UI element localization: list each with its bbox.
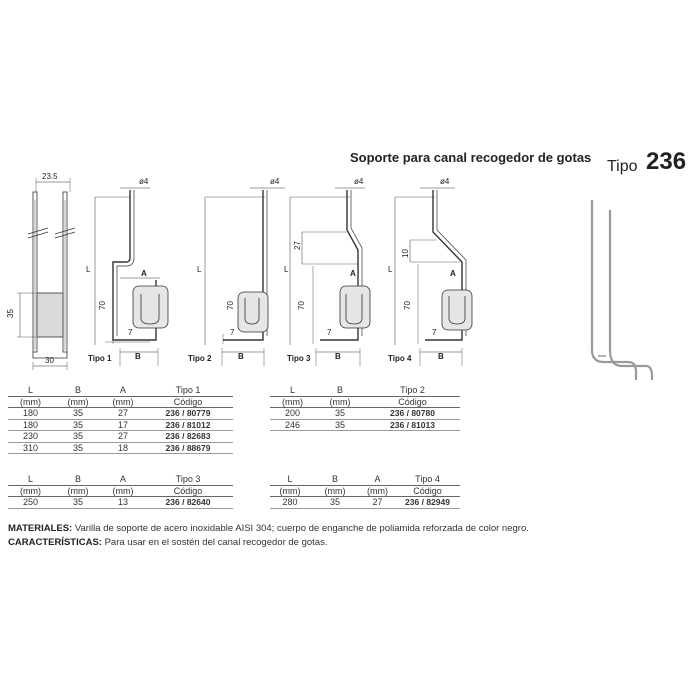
tipo1-L-label: L bbox=[86, 265, 91, 274]
table-cell: 236 / 80780 bbox=[365, 408, 460, 420]
table-unit: (mm) bbox=[103, 485, 143, 497]
tipo3-type-label: Tipo 3 bbox=[287, 354, 311, 363]
tipo4-diameter-label: ø4 bbox=[440, 177, 450, 186]
tipo3-height-label: 70 bbox=[297, 301, 306, 310]
table-header: A bbox=[103, 385, 143, 396]
table-unit: (mm) bbox=[310, 485, 360, 497]
tipo2-d-label: 7 bbox=[230, 328, 235, 337]
table-header: Tipo 1 bbox=[143, 385, 233, 396]
tipo4-table bbox=[270, 474, 460, 509]
tipo4-d-label: 7 bbox=[432, 328, 437, 337]
table-cell: 35 bbox=[53, 408, 103, 420]
table-unit: Código bbox=[395, 485, 460, 497]
table-cell: 310 bbox=[8, 442, 53, 454]
table-cell: 27 bbox=[103, 431, 143, 443]
table-header: L bbox=[270, 474, 310, 485]
table-cell: 27 bbox=[360, 497, 395, 509]
table-header: B bbox=[53, 385, 103, 396]
table-header: Tipo 3 bbox=[143, 474, 233, 485]
tipo2-table bbox=[270, 385, 460, 431]
table-header: L bbox=[8, 474, 53, 485]
table-unit: (mm) bbox=[270, 396, 315, 408]
table-unit: (mm) bbox=[103, 396, 143, 408]
table-row bbox=[8, 408, 233, 420]
tipo1-A-label: A bbox=[141, 269, 147, 278]
table-row bbox=[270, 419, 460, 431]
notes bbox=[8, 522, 698, 550]
table-cell: 236 / 82683 bbox=[143, 431, 233, 443]
table-cell: 236 / 82949 bbox=[395, 497, 460, 509]
table-cell: 35 bbox=[315, 408, 365, 420]
table-unit: Código bbox=[365, 396, 460, 408]
tipo4-A-label: A bbox=[450, 269, 456, 278]
table-row bbox=[270, 408, 460, 420]
side-width-bottom-label: 30 bbox=[45, 356, 54, 365]
tipo1-B-label: B bbox=[135, 352, 141, 361]
table-unit: (mm) bbox=[8, 485, 53, 497]
table-cell: 236 / 81012 bbox=[143, 419, 233, 431]
table-row bbox=[8, 419, 233, 431]
table-unit: (mm) bbox=[270, 485, 310, 497]
table-header: L bbox=[270, 385, 315, 396]
tipo4-extra-label: 10 bbox=[401, 249, 410, 258]
table-cell: 250 bbox=[8, 497, 53, 509]
materiales-label: MATERIALES: bbox=[8, 523, 73, 534]
table-unit: (mm) bbox=[8, 396, 53, 408]
table-unit: (mm) bbox=[53, 396, 103, 408]
side-view-drawing bbox=[17, 178, 75, 370]
table-unit: (mm) bbox=[315, 396, 365, 408]
tipo3-d-label: 7 bbox=[327, 328, 332, 337]
tipo-label: Tipo bbox=[607, 158, 638, 175]
table-cell: 180 bbox=[8, 419, 53, 431]
table-header: A bbox=[360, 474, 395, 485]
table-cell: 35 bbox=[53, 431, 103, 443]
tipo4-drawing bbox=[395, 188, 472, 366]
tipo3-L-label: L bbox=[284, 265, 289, 274]
tipo1-d-label: 7 bbox=[128, 328, 133, 337]
table-row bbox=[8, 431, 233, 443]
tipo2-L-label: L bbox=[197, 265, 202, 274]
table-cell: 236 / 82640 bbox=[143, 497, 233, 509]
table-row bbox=[270, 497, 460, 509]
table-unit: (mm) bbox=[53, 485, 103, 497]
table-cell: 280 bbox=[270, 497, 310, 509]
side-width-top-label: 23.5 bbox=[42, 172, 58, 181]
table-cell: 200 bbox=[270, 408, 315, 420]
tipo3-drawing bbox=[290, 188, 370, 366]
table-header: L bbox=[8, 385, 53, 396]
table-cell: 35 bbox=[53, 497, 103, 509]
table-row bbox=[8, 442, 233, 454]
table-header: B bbox=[310, 474, 360, 485]
tipo3-table bbox=[8, 474, 233, 509]
tipo3-A-label: A bbox=[350, 269, 356, 278]
tipo4-L-label: L bbox=[388, 265, 393, 274]
tipo1-type-label: Tipo 1 bbox=[88, 354, 112, 363]
table-unit: Código bbox=[143, 396, 233, 408]
caracteristicas-label: CARACTERÍSTICAS: bbox=[8, 537, 102, 548]
table-cell: 246 bbox=[270, 419, 315, 431]
tipo4-B-label: B bbox=[438, 352, 444, 361]
tipo-number: 236 bbox=[646, 148, 687, 175]
caracteristicas-text: Para usar en el sostén del canal recogedor de gotas. bbox=[101, 537, 328, 548]
tipo1-diameter-label: ø4 bbox=[139, 177, 149, 186]
tipo2-B-label: B bbox=[238, 352, 244, 361]
tipo4-type-label: Tipo 4 bbox=[388, 354, 412, 363]
tipo2-drawing bbox=[205, 188, 285, 366]
table-header: A bbox=[103, 474, 143, 485]
materiales-line bbox=[8, 522, 698, 536]
tipo4-height-label: 70 bbox=[403, 301, 412, 310]
tipo2-diameter-label: ø4 bbox=[270, 177, 280, 186]
table-cell: 236 / 80779 bbox=[143, 408, 233, 420]
table-cell: 35 bbox=[53, 419, 103, 431]
table-cell: 35 bbox=[315, 419, 365, 431]
table-cell: 230 bbox=[8, 431, 53, 443]
tipo2-height-label: 70 bbox=[226, 301, 235, 310]
product-photo bbox=[581, 200, 652, 380]
table-header: Tipo 4 bbox=[395, 474, 460, 485]
table-cell: 13 bbox=[103, 497, 143, 509]
table-cell: 27 bbox=[103, 408, 143, 420]
side-height-label: 35 bbox=[6, 309, 15, 318]
materiales-text: Varilla de soporte de acero inoxidable AISI 304; cuerpo de enganche de poliamida reforzada de color negro. bbox=[72, 523, 529, 534]
table-cell: 18 bbox=[103, 442, 143, 454]
table-cell: 35 bbox=[310, 497, 360, 509]
caracteristicas-line bbox=[8, 536, 698, 550]
table-header: B bbox=[315, 385, 365, 396]
table-row bbox=[8, 497, 233, 509]
tipo3-diameter-label: ø4 bbox=[354, 177, 364, 186]
tipo1-height-label: 70 bbox=[98, 301, 107, 310]
product-title: Soporte para canal recogedor de gotas bbox=[350, 150, 592, 165]
table-cell: 236 / 81013 bbox=[365, 419, 460, 431]
table-cell: 35 bbox=[53, 442, 103, 454]
tipo3-B-label: B bbox=[335, 352, 341, 361]
table-unit: Código bbox=[143, 485, 233, 497]
tipo2-type-label: Tipo 2 bbox=[188, 354, 212, 363]
table-header: Tipo 2 bbox=[365, 385, 460, 396]
tipo1-table bbox=[8, 385, 233, 454]
tipo1-drawing bbox=[95, 188, 168, 366]
table-cell: 180 bbox=[8, 408, 53, 420]
tipo3-extra-label: 27 bbox=[293, 241, 302, 250]
table-cell: 236 / 88679 bbox=[143, 442, 233, 454]
table-unit: (mm) bbox=[360, 485, 395, 497]
table-cell: 17 bbox=[103, 419, 143, 431]
table-header: B bbox=[53, 474, 103, 485]
